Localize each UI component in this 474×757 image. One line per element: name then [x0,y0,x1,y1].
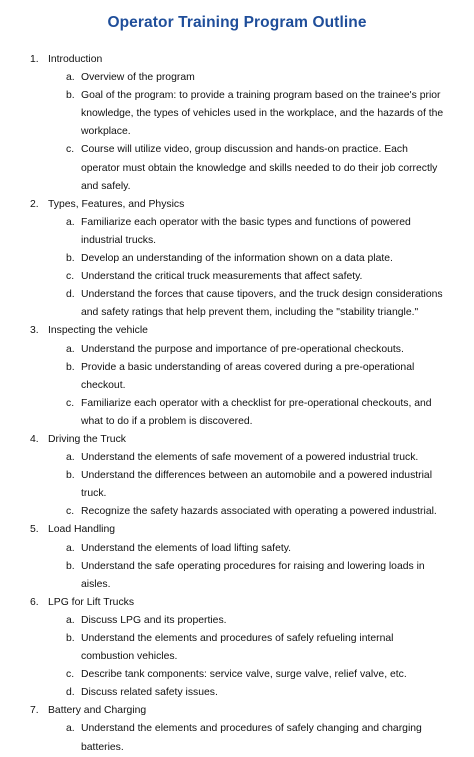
section-heading [0,431,474,449]
section-heading-text: Driving the Truck [48,433,126,445]
section-heading-text: Introduction [48,54,103,65]
section-heading [0,594,474,612]
item-letter: b. [66,470,75,482]
outline-item [0,540,474,558]
item-letter: a. [66,542,75,554]
item-letter: c. [66,271,75,283]
item-text: Overview of the program [81,72,195,84]
item-letter: d. [66,289,75,301]
section-items [0,341,474,431]
outline-item [0,684,474,702]
section-heading-text: Battery and Charging [48,705,147,717]
section-heading [0,702,474,720]
item-text: Goal of the program: to provide a training program based on the trainee's prior knowledge, the types of vehicles used in the workplace, and the hazards of the workplace. [81,90,444,138]
outline-item [0,250,474,268]
section-heading [0,51,474,69]
item-text: Understand the elements of safe movement of a powered industrial truck. [81,452,419,464]
outline-item [0,69,474,87]
outline-item [0,87,474,141]
section-heading [0,196,474,214]
outline-item [0,720,474,756]
item-text: Discuss related safety issues. [81,687,218,699]
item-text: Familiarize each operator with the basic types and functions of powered industrial trucks. [81,216,411,246]
item-text: Understand the critical truck measurements that affect safety. [81,271,363,283]
outline-item [0,558,474,594]
item-letter: b. [66,560,75,572]
item-letter: c. [66,669,75,681]
outline-list [0,51,474,757]
section-number: 5. [30,524,39,536]
outline-item [0,467,474,503]
item-text: Understand the elements and procedures of safely refueling internal combustion vehicles. [81,633,394,663]
item-letter: c. [66,397,75,409]
item-letter: a. [66,343,75,355]
outline-item [0,286,474,322]
section-number: 4. [30,433,39,445]
item-letter: c. [66,506,75,518]
section-heading-text: Types, Features, and Physics [48,198,185,210]
section-heading-text: Inspecting the vehicle [48,325,148,337]
item-text: Course will utilize video, group discussion and hands-on practice. Each operator must obtain the knowledge and skills needed to do their job correctly and safely. [81,144,438,192]
outline-section [0,322,474,431]
item-letter: d. [66,687,75,699]
item-text: Understand the purpose and importance of pre-operational checkouts. [81,343,404,355]
section-number: 2. [30,198,39,210]
item-letter: a. [66,723,75,735]
outline-section [0,594,474,703]
outline-item [0,666,474,684]
outline-item [0,214,474,250]
item-letter: b. [66,253,75,265]
outline-section [0,196,474,323]
section-heading [0,521,474,539]
outline-section [0,521,474,593]
section-items [0,69,474,196]
section-number: 6. [30,596,39,608]
item-letter: b. [66,90,75,102]
item-text: Familiarize each operator with a checklist for pre-operational checkouts, and what to do if a problem is discovered. [81,397,432,427]
outline-item [0,359,474,395]
section-heading [0,322,474,340]
outline-item [0,141,474,195]
outline-item [0,268,474,286]
section-items [0,214,474,323]
outline-item [0,503,474,521]
item-letter: a. [66,216,75,228]
section-items [0,612,474,702]
item-letter: c. [66,144,75,156]
section-items [0,540,474,594]
item-text: Discuss LPG and its properties. [81,614,227,626]
section-items [0,720,474,756]
item-letter: a. [66,452,75,464]
item-text: Recognize the safety hazards associated with operating a powered industrial. [81,506,437,518]
item-letter: a. [66,614,75,626]
section-heading-text: LPG for Lift Trucks [48,596,135,608]
item-text: Understand the elements of load lifting safety. [81,542,292,554]
outline-item [0,630,474,666]
document-title: Operator Training Program Outline [107,14,367,31]
outline-item [0,449,474,467]
item-text: Describe tank components: service valve, surge valve, relief valve, etc. [81,669,407,681]
item-text: Develop an understanding of the information shown on a data plate. [81,253,393,265]
item-text: Provide a basic understanding of areas covered during a pre-operational checkout. [81,361,415,391]
item-text: Understand the elements and procedures of safely changing and charging batteries. [81,723,422,753]
outline-item [0,612,474,630]
item-letter: b. [66,633,75,644]
outline-item [0,395,474,431]
outline-item [0,341,474,359]
item-letter: a. [66,72,75,84]
item-letter: b. [66,361,75,373]
item-text: Understand the safe operating procedures for raising and lowering loads in aisles. [81,560,425,590]
item-text: Understand the forces that cause tipovers, and the truck design considerations and safety ratings that help prevent them, including the "stability triangle." [81,289,443,319]
item-text: Understand the differences between an automobile and a powered industrial truck. [81,470,433,500]
section-heading-text: Load Handling [48,524,116,536]
outline-section [0,51,474,196]
section-number: 7. [30,705,39,717]
outline-section [0,702,474,756]
section-number: 3. [30,325,39,337]
section-items [0,449,474,521]
section-number: 1. [30,54,39,65]
outline-section [0,431,474,521]
